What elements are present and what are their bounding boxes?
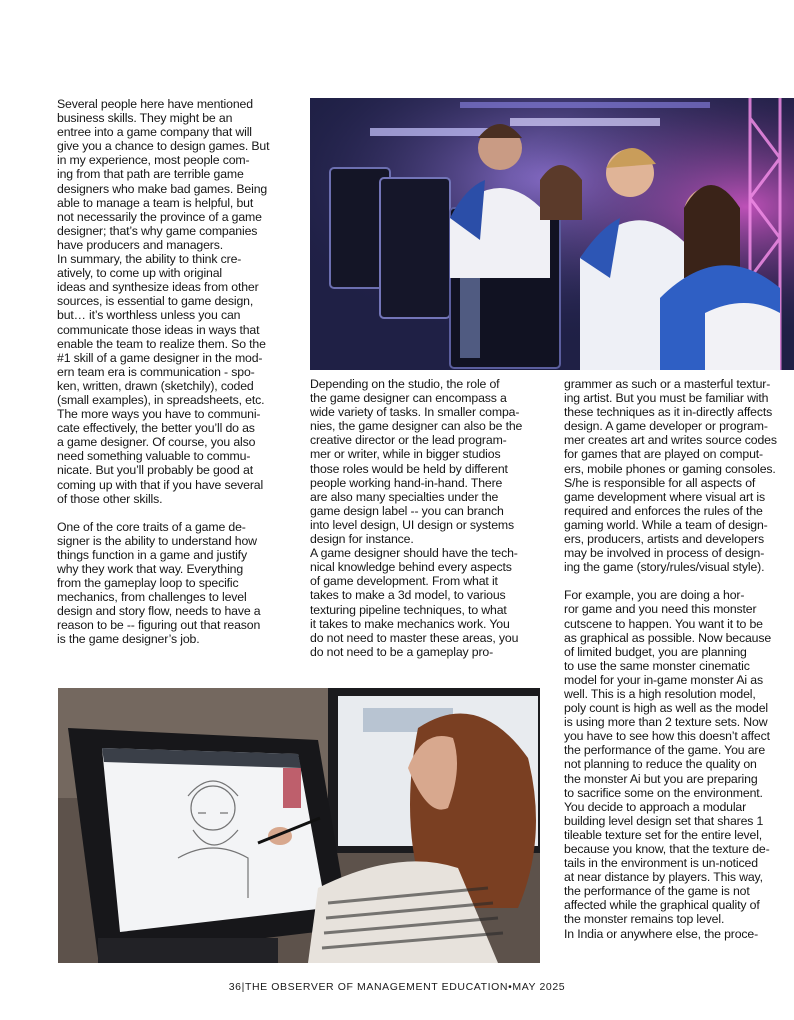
article-paragraph: Several people here have mentioned business skills. They might be an entree into a game company that will give you a chance to design games. But in my experience, most people com- ing from that path are terrible game designers who make bad games. Being able to manage a team is helpful, but not necessarily the province of a game designer; that’s why game companies have producers and managers. In summary, the ability to think cre- atively, to come up with original ideas and synthesize ideas from other sources, is essential to game design, but… it’s worthless unless you can communicate those ideas in ways that enable the team to realize them. So the #1 skill of a game designer in the mod- ern team era is communication - spo- ken, written, drawn (sketchily), coded (small examples), in spreadsheets, etc. The more ways you have to communi- cate effectively, the better you’ll do as a game designer. Of course, you also need something valuable to commu- nicate. But you’ll probably be good at coming up with that if you have several of those other skills. [57, 97, 270, 506]
article-paragraph: For example, you are doing a hor- ror game and you need this monster cutscene to happen. You want it to be as graphical as possible. Now because of limited budget, you are planning to use the same monster cinematic model for your in-game monster Ai as well. This is a high resolution model, poly count is high as well as the model is using more than 2 texture sets. Now you have to see how this doesn’t affect the performance of the game. You are not planning to reduce the quality on the monster Ai but you are preparing to sacrifice some on the environment. You decide to approach a modular building level design set that shares 1 tileable texture set for the entire level, because you know, that the texture de- tails in the environment is un-noticed at near distance by players. This way, the performance of the game is not affected while the graphical quality of the monster remains top level. In India or anywhere else, the proce- [564, 588, 772, 941]
footer-separator: | [241, 981, 245, 993]
issue-date: MAY 2025 [512, 981, 566, 993]
paragraph-gap [57, 506, 287, 520]
digital-artist-photo [58, 688, 540, 963]
article-column-1 [57, 97, 287, 647]
article-column-2 [310, 377, 546, 659]
article-paragraph: One of the core traits of a game de- signer is the ability to understand how things function in a game and justify why they work that way. Everything from the gameplay loop to specific mechanics, from challenges to level design and story flow, needs to have a reason to be -- figuring out that reason is the game designer’s job. [57, 519, 261, 647]
article-column-3 [564, 377, 794, 941]
publication-name: THE OBSERVER OF MANAGEMENT EDUCATION [244, 981, 509, 993]
article-paragraph: Depending on the studio, the role of the game designer can encompass a wide variety of tasks. In smaller compa- nies, the game designer can also be the creative director or the lead program- mer or writer, while in bigger studios those roles would be held by different people working hand-in-hand. There are also many specialties under the game design label -- you can branch into level design, UI design or systems design for instance. A game designer should have the tech- nical knowledge behind every aspects of game development. From what it takes to make a 3d model, to various texturing pipeline techniques, to what it takes to make mechanics work. You do not need to master these areas, you do not need to be a gameplay pro- [310, 377, 523, 659]
page-footer [0, 981, 794, 993]
gaming-team-photo [310, 98, 794, 370]
article-paragraph: grammer as such or a masterful textur- ing artist. But you must be familiar with these techniques as it in-directly affects design. A game developer or program- mer creates art and writes source codes for games that are played on comput- ers, mobile phones or gaming consoles. S/he is responsible for all aspects of game development where visual art is required and enforces the rules of the gaming world. While a team of design- ers, producers, artists and developers may be involved in process of design- ing the game (story/rules/visual style). [564, 377, 777, 575]
footer-bullet: • [508, 981, 513, 993]
paragraph-gap [564, 574, 794, 588]
page-number: 36 [228, 981, 242, 993]
digital-artist-photo-illustration [58, 688, 540, 963]
gaming-team-photo-illustration [310, 98, 794, 370]
